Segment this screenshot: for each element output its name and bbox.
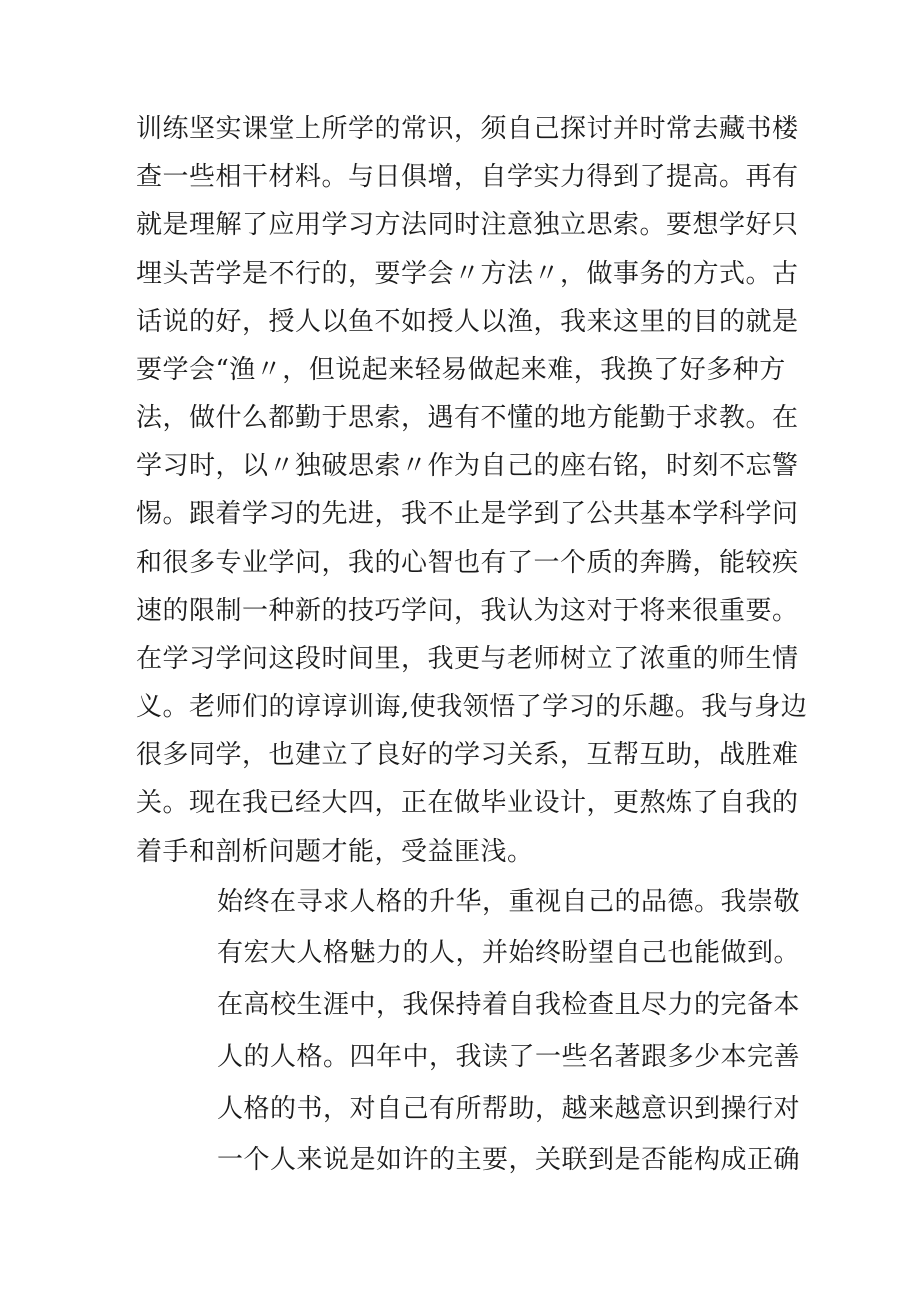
text-line: 惕。跟着学习的先进，我不止是学到了公共基本学科学问 (136, 499, 799, 529)
text-line: 始终在寻求人格的升华，重视自己的品德。我崇敬 (217, 887, 801, 917)
text-line: 在高校生涯中，我保持着自我检查且尽力的完备本 (217, 990, 801, 1020)
text-line: 和很多专业学问，我的心智也有了一个质的奔腾，能较疾 (136, 548, 799, 578)
text-line: 有宏大人格魅力的人，并始终盼望自己也能做到。 (217, 938, 801, 968)
text-line: 学习时，以〃独破思索〃作为自己的座右铭，时刻不忘警 (136, 451, 799, 481)
text-line: 就是理解了应用学习方法同时注意独立思索。要想学好只 (136, 210, 799, 240)
text-line: 很多同学，也建立了良好的学习关系，互帮互助，战胜难 (136, 740, 799, 770)
text-line: 要学会“渔〃，但说起来轻易做起来难，我换了好多种方 (136, 355, 786, 385)
text-line: 人格的书，对自己有所帮助，越来越意识到操行对 (217, 1094, 801, 1124)
text-line: 关。现在我已经大四，正在做毕业设计，更熬炼了自我的 (136, 788, 799, 818)
text-line: 着手和剖析问题才能，受益匪浅。 (136, 837, 534, 867)
text-line: 速的限制一种新的技巧学问，我认为这对于将来很重要。 (136, 596, 799, 626)
text-line: 话说的好，授人以鱼不如授人以渔，我来这里的目的就是 (136, 307, 799, 337)
text-line: 法，做什么都勤于思索，遇有不懂的地方能勤于求教。在 (136, 403, 799, 433)
text-line: 一个人来说是如许的主要，关联到是否能构成正确 (217, 1145, 801, 1175)
text-line: 埋头苦学是不行的，要学会〃方法〃，做事务的方式。古 (136, 259, 799, 289)
text-line: 在学习学问这段时间里，我更与老师树立了浓重的师生情 (136, 644, 799, 674)
text-line: 训练坚实课堂上所学的常识，须自己探讨并时常去藏书楼 (136, 114, 799, 144)
text-line: 人的人格。四年中，我读了一些名著跟多少本完善 (217, 1042, 801, 1072)
text-line: 查一些相干材料。与日俱增，自学实力得到了提高。再有 (136, 162, 799, 192)
text-line: 义。老师们的谆谆训诲,使我领悟了学习的乐趣。我与身边 (136, 692, 808, 722)
